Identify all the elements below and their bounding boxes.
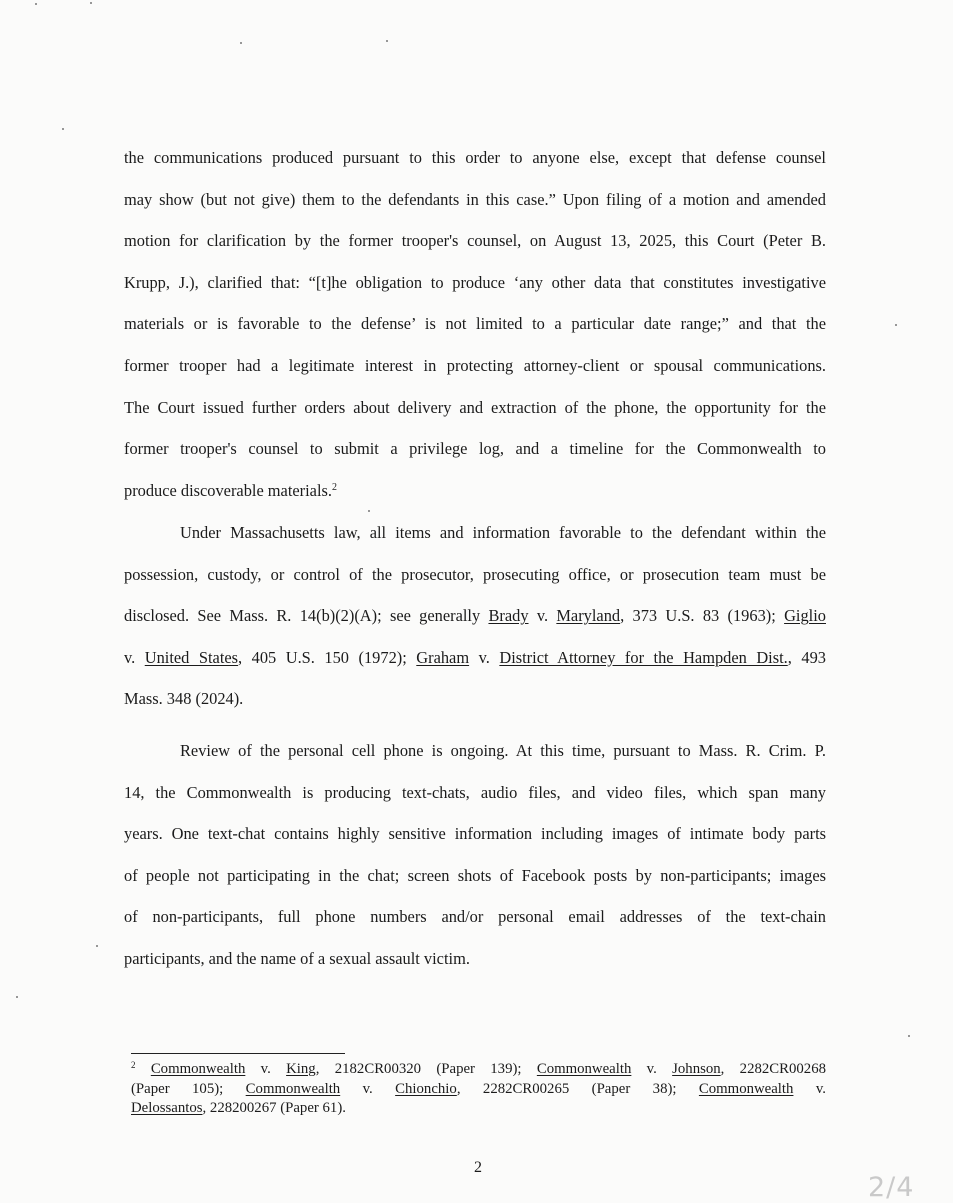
scan-speck [35,3,37,5]
text-line: v. United States, 405 U.S. 150 (1972); Graham v. District Attorney for the Hampden Dist., 493 [124,647,826,667]
footnote-line: (Paper 105); Commonwealth v. Chionchio, 2282CR00265 (Paper 38); Commonwealth v. [131,1080,826,1097]
page-number: 2 [474,1159,482,1176]
scan-speck [386,40,388,42]
case-name: King [286,1061,316,1077]
scan-speck [16,996,18,998]
case-name: Chionchio [395,1080,457,1097]
scan-speck [96,945,98,947]
text-line: materials or is favorable to the defense’ is not limited to a particular date range;” and that the [124,314,826,334]
text-line: Under Massachusetts law, all items and information favorable to the defendant within the [180,523,826,542]
text-line: of non-participants, full phone numbers and/or personal email addresses of the text-chain [124,907,826,927]
case-name: Commonwealth [536,1061,632,1077]
text-line: former trooper had a legitimate interest in protecting attorney-client or spousal communications. [124,355,826,375]
text-line: Review of the personal cell phone is ongoing. At this time, pursuant to Mass. R. Crim. P. [180,741,826,760]
case-name: Delossantos [131,1100,203,1116]
footnote-number: 2 [131,1060,136,1070]
case-name: Graham [416,647,470,667]
text-line: the communications produced pursuant to this order to anyone else, except that defense counsel [124,148,826,167]
text-line: participants, and the name of a sexual assault victim. [124,948,470,968]
text-line: years. One text-chat contains highly sensitive information including images of intimate body parts [124,824,826,844]
text-line: Mass. 348 (2024). [124,689,244,709]
case-name: Commonwealth [245,1080,341,1097]
footnote-line: $^2$ Commonwealth v. King, 2182CR00320 (Paper 139); Commonwealth v. Johnson, 2282CR00268 [131,1060,826,1077]
scan-speck [240,42,242,44]
paragraph-continuation [124,148,826,522]
text-line: disclosed. See Mass. R. 14(b)(2)(A); see generally Brady v. Maryland, 373 U.S. 83 (1963); Giglio [124,606,826,626]
scan-speck [62,128,64,130]
case-name: Commonwealth [698,1080,794,1097]
text-line: former trooper's counsel to submit a privilege log, and a timeline for the Commonwealth to [124,439,826,459]
text-line: may show (but not give) them to the defendants in this case.” Upon filing of a motion and amended [124,189,826,209]
case-name: District Attorney for the Hampden Dist. [499,647,788,667]
text-line: possession, custody, or control of the prosecutor, prosecuting office, or prosecution team must be [124,564,826,584]
footnote-line: Delossantos, 228200267 (Paper 61). [131,1100,346,1116]
case-name: Commonwealth [150,1061,246,1077]
footnote [131,1060,826,1119]
text-line: motion for clarification by the former trooper's counsel, on August 13, 2025, this Court (Peter B. [124,231,826,251]
scan-speck [908,1035,910,1037]
page-counter: 2/4 [868,1172,915,1203]
footnote-reference[interactable]: 2 [331,481,337,493]
scan-speck [895,324,897,326]
case-name: Maryland [556,606,621,626]
case-name: Johnson [672,1061,721,1077]
text-line: The Court issued further orders about delivery and extraction of the phone, the opportunity for the [124,397,826,417]
case-name: Giglio [784,606,826,626]
text-line: 14, the Commonwealth is producing text-chats, audio files, and video files, which span many [124,782,826,802]
text-line: of people not participating in the chat; screen shots of Facebook posts by non-participants; images [124,865,826,885]
text-line: produce discoverable materials.$^2$ [124,480,337,500]
footnote-separator [131,1053,345,1054]
case-name: United States [144,647,239,667]
paragraph-brady-disclosure [124,523,826,731]
text-line: Krupp, J.), clarified that: “[t]he obligation to produce ‘any other data that constitutes investigative [124,272,826,292]
paragraph-phone-review [124,741,826,991]
scan-speck [90,2,92,4]
case-name: Brady [488,606,529,626]
